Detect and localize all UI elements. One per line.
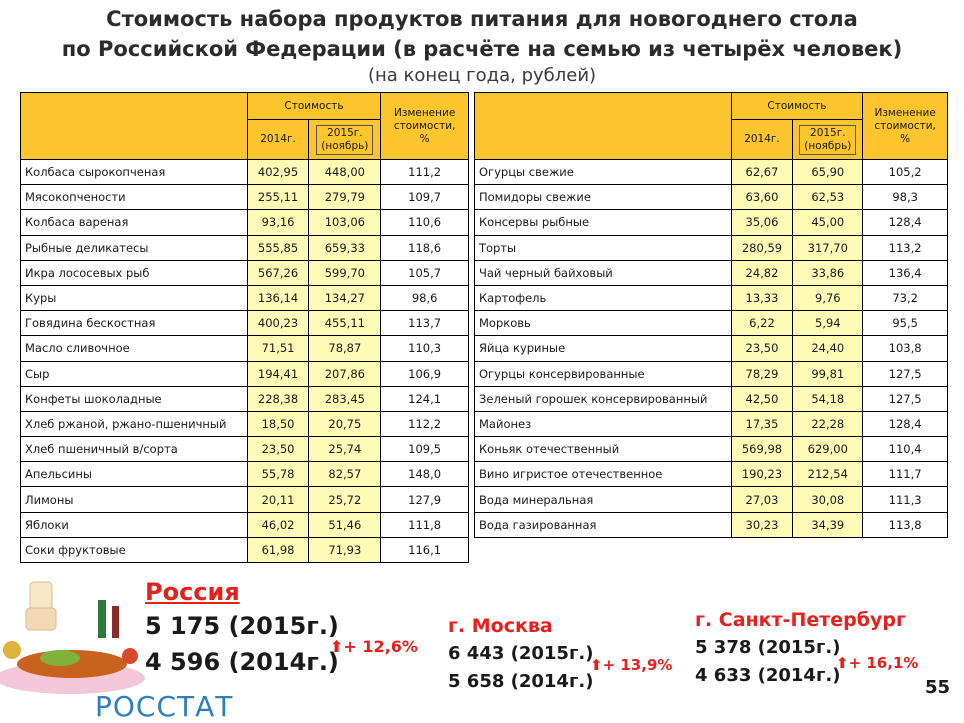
value-2015: 22,28 <box>793 411 863 436</box>
table-row <box>21 185 469 210</box>
header-cost: Стоимость <box>247 93 381 120</box>
change-percent: 105,2 <box>863 160 948 185</box>
change-percent: 73,2 <box>863 285 948 310</box>
value-2015: 5,94 <box>793 311 863 336</box>
change-percent: 111,2 <box>381 160 469 185</box>
value-2014: 228,38 <box>247 386 309 411</box>
table-row <box>21 437 469 462</box>
change-percent: 109,7 <box>381 185 469 210</box>
table-row <box>475 235 948 260</box>
table-row <box>21 386 469 411</box>
value-2015: 279,79 <box>309 185 381 210</box>
change-percent: 127,5 <box>863 361 948 386</box>
table-row <box>21 411 469 436</box>
russia-change <box>330 637 418 656</box>
header-blank <box>21 93 248 160</box>
moscow-change-value: + 13,9% <box>602 656 673 674</box>
table-row <box>475 411 948 436</box>
value-2015: 317,70 <box>793 235 863 260</box>
value-2014: 17,35 <box>731 411 793 436</box>
page-number: 55 <box>924 677 950 698</box>
russia-label: Россия <box>145 578 240 606</box>
product-name: Вино игристое отечественное <box>475 462 732 487</box>
product-name: Яблоки <box>21 512 248 537</box>
value-2014: 24,82 <box>731 260 793 285</box>
value-2015: 33,86 <box>793 260 863 285</box>
russia-2014-value: 4 596 (2014г.) <box>145 648 339 676</box>
product-name: Вода газированная <box>475 512 732 537</box>
value-2015: 24,40 <box>793 336 863 361</box>
value-2015: 134,27 <box>309 285 381 310</box>
value-2014: 63,60 <box>731 185 793 210</box>
page-subtitle: (на конец года, рублей) <box>367 65 597 86</box>
value-2014: 61,98 <box>247 537 309 562</box>
change-percent: 98,6 <box>381 285 469 310</box>
value-2014: 23,50 <box>247 437 309 462</box>
value-2014: 194,41 <box>247 361 309 386</box>
product-name: Куры <box>21 285 248 310</box>
change-percent: 106,9 <box>381 361 469 386</box>
product-name: Майонез <box>475 411 732 436</box>
value-2014: 567,26 <box>247 260 309 285</box>
product-name: Огурцы свежие <box>475 160 732 185</box>
bottle-shape <box>112 606 119 638</box>
value-2014: 30,23 <box>731 512 793 537</box>
value-2015: 99,81 <box>793 361 863 386</box>
change-percent: 109,5 <box>381 437 469 462</box>
table-row <box>475 361 948 386</box>
value-2015: 82,57 <box>309 462 381 487</box>
change-percent: 111,7 <box>863 462 948 487</box>
value-2014: 20,11 <box>247 487 309 512</box>
value-2015: 9,76 <box>793 285 863 310</box>
spb-2015-value: 5 378 (2015г.) <box>695 637 841 658</box>
product-name: Торты <box>475 235 732 260</box>
product-name: Консервы рыбные <box>475 210 732 235</box>
rosstat-logo: РОССТАТ <box>95 690 234 723</box>
value-2014: 6,22 <box>731 311 793 336</box>
header-2015 <box>309 120 381 160</box>
change-percent: 116,1 <box>381 537 469 562</box>
change-percent: 110,4 <box>863 437 948 462</box>
value-2015: 78,87 <box>309 336 381 361</box>
spb-summary <box>695 606 906 690</box>
change-percent: 103,8 <box>863 336 948 361</box>
header-2015-line-1: 2015г. <box>327 126 363 139</box>
table-row <box>21 311 469 336</box>
product-name: Чай черный байховый <box>475 260 732 285</box>
arrow-up-icon: ⬆ <box>590 656 603 674</box>
header-change <box>863 93 948 160</box>
product-name: Колбаса сырокопченая <box>21 160 248 185</box>
table-row <box>475 210 948 235</box>
value-2014: 18,50 <box>247 411 309 436</box>
fruit-shape <box>3 641 21 659</box>
russia-2015-value: 5 175 (2015г.) <box>145 612 339 640</box>
change-percent: 113,7 <box>381 311 469 336</box>
bottle-shape <box>98 600 106 638</box>
fruit-shape <box>122 648 138 664</box>
change-percent: 113,8 <box>863 512 948 537</box>
header-2014: 2014г. <box>731 120 793 160</box>
arrow-up-icon: ⬆ <box>836 654 849 672</box>
change-percent: 136,4 <box>863 260 948 285</box>
value-2015: 25,74 <box>309 437 381 462</box>
product-name: Рыбные деликатесы <box>21 235 248 260</box>
product-name: Хлеб пшеничный в/сорта <box>21 437 248 462</box>
moscow-label: г. Москва <box>448 615 553 637</box>
header-change-line-1: Изменение <box>874 106 936 119</box>
header-change-line-3: % <box>900 132 911 145</box>
value-2014: 35,06 <box>731 210 793 235</box>
value-2015: 34,39 <box>793 512 863 537</box>
header-change-line-1: Изменение <box>394 106 456 119</box>
product-name: Картофель <box>475 285 732 310</box>
value-2014: 555,85 <box>247 235 309 260</box>
title-line-1: Стоимость набора продуктов питания для новогоднего стола <box>106 7 858 31</box>
table-row <box>475 437 948 462</box>
header-2015-line-2: (ноябрь) <box>804 139 852 152</box>
moscow-2015-value: 6 443 (2015г.) <box>448 643 594 664</box>
product-name: Мясокопчености <box>21 185 248 210</box>
product-name: Коньяк отечественный <box>475 437 732 462</box>
table-row <box>475 462 948 487</box>
value-2015: 45,00 <box>793 210 863 235</box>
table-row <box>21 336 469 361</box>
value-2015: 71,93 <box>309 537 381 562</box>
page-title <box>0 4 964 64</box>
product-name: Апельсины <box>21 462 248 487</box>
change-percent: 124,1 <box>381 386 469 411</box>
cake-shape <box>30 582 52 610</box>
value-2015: 283,45 <box>309 386 381 411</box>
table-row <box>21 285 469 310</box>
change-percent: 127,5 <box>863 386 948 411</box>
change-percent: 111,8 <box>381 512 469 537</box>
value-2014: 569,98 <box>731 437 793 462</box>
moscow-change <box>590 656 672 674</box>
arrow-up-icon: ⬆ <box>330 637 344 656</box>
table-row <box>475 260 948 285</box>
moscow-summary <box>448 612 593 696</box>
value-2014: 402,95 <box>247 160 309 185</box>
value-2014: 71,51 <box>247 336 309 361</box>
value-2014: 280,59 <box>731 235 793 260</box>
table-row <box>475 285 948 310</box>
value-2015: 54,18 <box>793 386 863 411</box>
header-change <box>381 93 469 160</box>
value-2014: 255,11 <box>247 185 309 210</box>
value-2015: 65,90 <box>793 160 863 185</box>
table-row <box>21 512 469 537</box>
value-2014: 55,78 <box>247 462 309 487</box>
cake-tier-shape <box>26 608 56 630</box>
moscow-2014-value: 5 658 (2014г.) <box>448 671 594 692</box>
table-row <box>21 487 469 512</box>
value-2014: 23,50 <box>731 336 793 361</box>
value-2015: 25,72 <box>309 487 381 512</box>
change-percent: 111,3 <box>863 487 948 512</box>
table-row <box>475 386 948 411</box>
table-row <box>21 235 469 260</box>
change-percent: 127,9 <box>381 487 469 512</box>
table-row <box>21 361 469 386</box>
table-row <box>475 311 948 336</box>
value-2014: 400,23 <box>247 311 309 336</box>
change-percent: 128,4 <box>863 411 948 436</box>
header-cost: Стоимость <box>731 93 863 120</box>
value-2014: 13,33 <box>731 285 793 310</box>
change-percent: 95,5 <box>863 311 948 336</box>
value-2014: 136,14 <box>247 285 309 310</box>
table-row <box>21 260 469 285</box>
product-name: Соки фруктовые <box>21 537 248 562</box>
value-2015: 30,08 <box>793 487 863 512</box>
value-2015: 212,54 <box>793 462 863 487</box>
header-2015-box <box>316 125 373 155</box>
spb-change-value: + 16,1% <box>848 654 919 672</box>
change-percent: 105,7 <box>381 260 469 285</box>
header-2015-line-2: (ноябрь) <box>321 139 369 152</box>
value-2015: 20,75 <box>309 411 381 436</box>
value-2015: 659,33 <box>309 235 381 260</box>
change-percent: 110,3 <box>381 336 469 361</box>
product-name: Помидоры свежие <box>475 185 732 210</box>
header-2015-line-1: 2015г. <box>810 126 846 139</box>
product-name: Сыр <box>21 361 248 386</box>
change-percent: 112,2 <box>381 411 469 436</box>
header-change-line-2: стоимости, <box>874 119 936 132</box>
table-row <box>475 336 948 361</box>
left-price-table <box>20 92 469 563</box>
value-2014: 78,29 <box>731 361 793 386</box>
header-blank <box>475 93 732 160</box>
product-name: Масло сливочное <box>21 336 248 361</box>
russia-change-value: + 12,6% <box>343 637 418 656</box>
product-name: Зеленый горошек консервированный <box>475 386 732 411</box>
spb-label: г. Санкт-Петербург <box>695 609 906 631</box>
product-name: Икра лососевых рыб <box>21 260 248 285</box>
header-2015 <box>793 120 863 160</box>
table-row <box>475 487 948 512</box>
value-2015: 448,00 <box>309 160 381 185</box>
value-2014: 27,03 <box>731 487 793 512</box>
salad-shape <box>40 650 80 666</box>
change-percent: 98,3 <box>863 185 948 210</box>
table-row <box>21 210 469 235</box>
value-2015: 629,00 <box>793 437 863 462</box>
right-price-table <box>474 92 948 538</box>
value-2015: 599,70 <box>309 260 381 285</box>
table-row <box>475 512 948 537</box>
spb-change <box>836 654 918 672</box>
product-name: Морковь <box>475 311 732 336</box>
product-name: Говядина бескостная <box>21 311 248 336</box>
russia-summary <box>145 576 339 680</box>
value-2014: 190,23 <box>731 462 793 487</box>
festive-table-illustration <box>0 560 160 710</box>
value-2015: 51,46 <box>309 512 381 537</box>
value-2015: 207,86 <box>309 361 381 386</box>
table-row <box>475 185 948 210</box>
change-percent: 113,2 <box>863 235 948 260</box>
table-row <box>21 537 469 562</box>
product-name: Яйца куриные <box>475 336 732 361</box>
value-2014: 62,67 <box>731 160 793 185</box>
header-change-line-2: стоимости, <box>393 119 456 132</box>
value-2015: 103,06 <box>309 210 381 235</box>
product-name: Колбаса вареная <box>21 210 248 235</box>
header-2014: 2014г. <box>247 120 309 160</box>
left-table-body <box>21 160 469 563</box>
value-2014: 46,02 <box>247 512 309 537</box>
table-row <box>475 160 948 185</box>
value-2015: 455,11 <box>309 311 381 336</box>
change-percent: 118,6 <box>381 235 469 260</box>
value-2014: 42,50 <box>731 386 793 411</box>
change-percent: 148,0 <box>381 462 469 487</box>
title-line-2: по Российской Федерации (в расчёте на семью из четырёх человек) <box>61 37 903 61</box>
value-2015: 62,53 <box>793 185 863 210</box>
change-percent: 110,6 <box>381 210 469 235</box>
product-name: Лимоны <box>21 487 248 512</box>
table-row <box>21 462 469 487</box>
change-percent: 128,4 <box>863 210 948 235</box>
header-change-line-3: % <box>419 132 430 145</box>
header-2015-box <box>799 125 856 155</box>
table-row <box>21 160 469 185</box>
product-name: Вода минеральная <box>475 487 732 512</box>
value-2014: 93,16 <box>247 210 309 235</box>
spb-2014-value: 4 633 (2014г.) <box>695 665 841 686</box>
right-table-body <box>475 160 948 538</box>
product-name: Огурцы консервированные <box>475 361 732 386</box>
product-name: Хлеб ржаной, ржано-пшеничный <box>21 411 248 436</box>
product-name: Конфеты шоколадные <box>21 386 248 411</box>
